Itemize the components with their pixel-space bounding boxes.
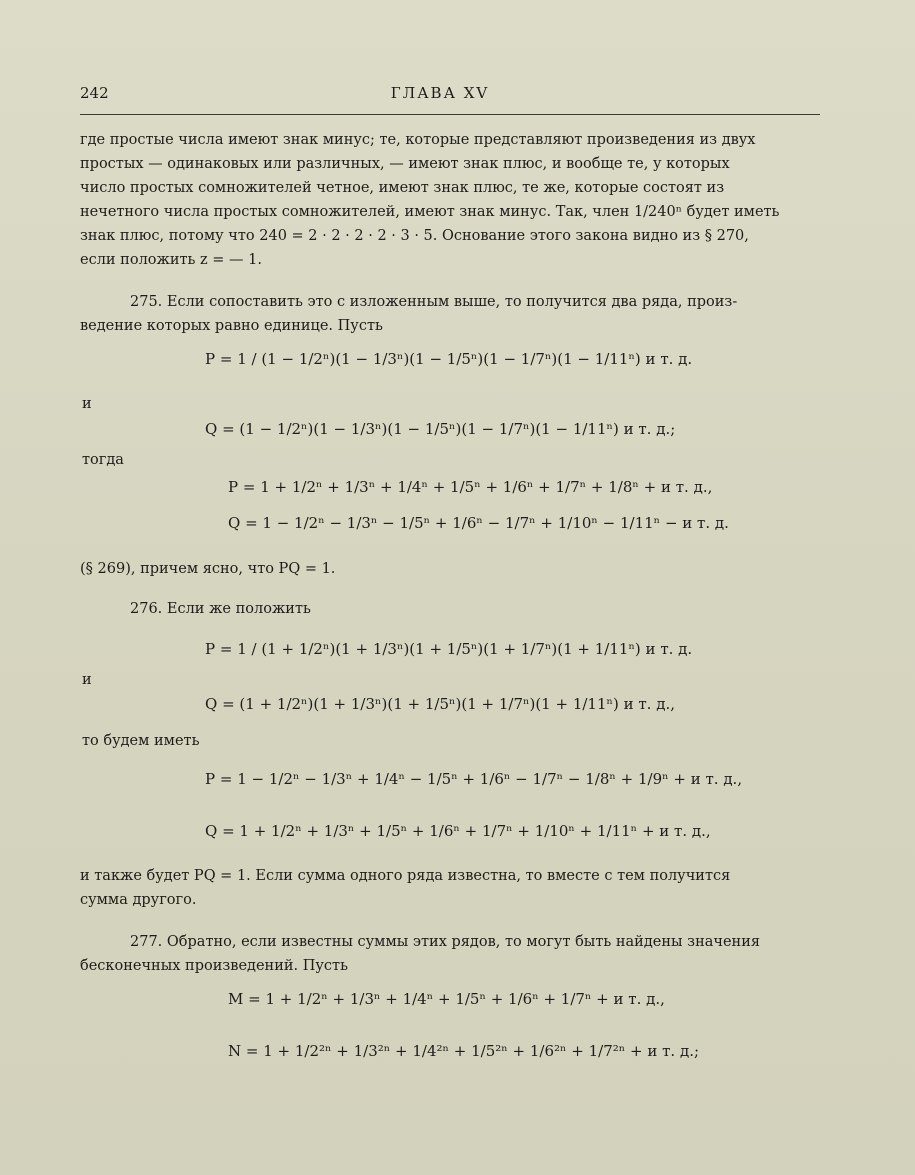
text-line: нечетного числа простых сомножителей, имеют знак минус. Так, член 1/240ⁿ будет иметь <box>80 204 780 220</box>
text-line: (§ 269), причем ясно, что PQ = 1. <box>80 561 336 577</box>
text-line: 276. Если же положить <box>130 601 311 617</box>
text-line: ведение которых равно единице. Пусть <box>80 318 383 334</box>
page-number: 242 <box>80 84 109 102</box>
word-and: и <box>82 672 92 688</box>
formula-P-series: P = 1 + 1/2ⁿ + 1/3ⁿ + 1/4ⁿ + 1/5ⁿ + 1/6ⁿ + 1/7ⁿ + 1/8ⁿ + и т. д., <box>228 478 713 496</box>
text-line: число простых сомножителей четное, имеют знак плюс, те же, которые состоят из <box>80 180 725 196</box>
formula-P-product-minus: P = 1 / (1 − 1/2ⁿ)(1 − 1/3ⁿ)(1 − 1/5ⁿ)(1 − 1/7ⁿ)(1 − 1/11ⁿ) и т. д. <box>205 350 693 368</box>
text-line: и также будет PQ = 1. Если сумма одного ряда известна, то вместе с тем получится <box>80 868 731 884</box>
text-line: бесконечных произведений. Пусть <box>80 958 348 974</box>
word-then: тогда <box>82 452 124 468</box>
formula-M-series: M = 1 + 1/2ⁿ + 1/3ⁿ + 1/4ⁿ + 1/5ⁿ + 1/6ⁿ + 1/7ⁿ + и т. д., <box>228 990 665 1008</box>
formula-Q-alt-series: Q = 1 + 1/2ⁿ + 1/3ⁿ + 1/5ⁿ + 1/6ⁿ + 1/7ⁿ + 1/10ⁿ + 1/11ⁿ + и т. д., <box>205 822 711 840</box>
paragraph-also <box>80 864 820 912</box>
formula-P-product-plus: P = 1 / (1 + 1/2ⁿ)(1 + 1/3ⁿ)(1 + 1/5ⁿ)(1 + 1/7ⁿ)(1 + 1/11ⁿ) и т. д. <box>205 640 693 658</box>
text-line: где простые числа имеют знак минус; те, которые представляют произведения из двух <box>80 132 756 148</box>
text-line: если положить z = — 1. <box>80 252 263 268</box>
word-and: и <box>82 396 92 412</box>
paragraph-269 <box>80 557 820 581</box>
text-line: сумма другого. <box>80 892 197 908</box>
text-line: знак плюс, потому что 240 = 2 · 2 · 2 · 2 · 3 · 5. Основание этого закона видно из § 270, <box>80 228 749 244</box>
header-rule <box>80 114 820 115</box>
paragraph-277 <box>80 930 820 978</box>
formula-N-series: N = 1 + 1/2²ⁿ + 1/3²ⁿ + 1/4²ⁿ + 1/5²ⁿ + 1/6²ⁿ + 1/7²ⁿ + и т. д.; <box>228 1042 700 1060</box>
paragraph-276 <box>80 597 820 621</box>
page-header <box>80 84 820 108</box>
formula-Q-product-plus: Q = (1 + 1/2ⁿ)(1 + 1/3ⁿ)(1 + 1/5ⁿ)(1 + 1/7ⁿ)(1 + 1/11ⁿ) и т. д., <box>205 695 675 713</box>
paragraph-intro <box>80 128 820 272</box>
formula-Q-product-minus: Q = (1 − 1/2ⁿ)(1 − 1/3ⁿ)(1 − 1/5ⁿ)(1 − 1/7ⁿ)(1 − 1/11ⁿ) и т. д.; <box>205 420 676 438</box>
text-line: 275. Если сопоставить это с изложенным выше, то получится два ряда, произ- <box>130 294 738 310</box>
formula-Q-series: Q = 1 − 1/2ⁿ − 1/3ⁿ − 1/5ⁿ + 1/6ⁿ − 1/7ⁿ + 1/10ⁿ − 1/11ⁿ − и т. д. <box>228 514 729 532</box>
formula-P-alt-series: P = 1 − 1/2ⁿ − 1/3ⁿ + 1/4ⁿ − 1/5ⁿ + 1/6ⁿ − 1/7ⁿ − 1/8ⁿ + 1/9ⁿ + и т. д., <box>205 770 743 788</box>
chapter-title: ГЛАВА XV <box>390 84 490 102</box>
word-we-will-have: то будем иметь <box>82 733 200 749</box>
text-line: простых — одинаковых или различных, — имеют знак плюс, и вообще те, у которых <box>80 156 730 172</box>
text-line: 277. Обратно, если известны суммы этих рядов, то могут быть найдены значения <box>130 934 761 950</box>
paragraph-275 <box>80 290 820 338</box>
